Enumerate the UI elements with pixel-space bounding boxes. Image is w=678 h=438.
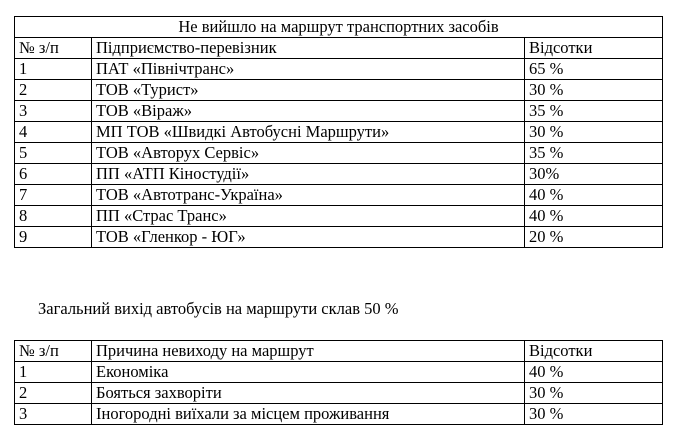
row-num: 1 [15,362,92,383]
row-percent: 30 % [525,80,663,101]
row-num: 5 [15,143,92,164]
row-company: ПП «АТП Кіностудії» [92,164,525,185]
row-reason: Економіка [92,362,525,383]
table-row [15,101,663,122]
row-company: ПАТ «Північтранс» [92,59,525,80]
row-percent: 30% [525,164,663,185]
table-row [15,404,663,425]
table-header-row [15,38,663,59]
row-num: 3 [15,404,92,425]
row-company: ТОВ «Віраж» [92,101,525,122]
table-row [15,227,663,248]
table-row [15,185,663,206]
row-num: 6 [15,164,92,185]
summary-text: Загальний вихід автобусів на маршрути склав 50 % [38,299,399,318]
row-company: ТОВ «Авторух Сервіс» [92,143,525,164]
row-percent: 40 % [525,185,663,206]
row-num: 1 [15,59,92,80]
table-title-row [15,17,663,38]
row-company: ТОВ «Гленкор - ЮГ» [92,227,525,248]
row-company: ТОВ «Автотранс-Україна» [92,185,525,206]
vehicles-table [14,16,663,248]
row-company: ТОВ «Турист» [92,80,525,101]
table-title: Не вийшло на маршрут транспортних засобів [15,17,663,38]
row-percent: 40 % [525,362,663,383]
reasons-table [14,340,663,425]
row-percent: 65 % [525,59,663,80]
table-row [15,164,663,185]
row-reason: Іногородні виїхали за місцем проживання [92,404,525,425]
row-percent: 30 % [525,122,663,143]
row-num: 9 [15,227,92,248]
header-percent: Відсотки [525,38,663,59]
row-num: 2 [15,80,92,101]
row-percent: 30 % [525,404,663,425]
row-num: 7 [15,185,92,206]
table-row [15,80,663,101]
table-row [15,143,663,164]
row-reason: Бояться захворіти [92,383,525,404]
table-row [15,383,663,404]
table-row [15,362,663,383]
row-percent: 40 % [525,206,663,227]
row-num: 4 [15,122,92,143]
row-percent: 20 % [525,227,663,248]
row-num: 8 [15,206,92,227]
row-num: 3 [15,101,92,122]
row-percent: 35 % [525,143,663,164]
table-row [15,59,663,80]
row-company: ПП «Страс Транс» [92,206,525,227]
header-reason: Причина невиходу на маршрут [92,341,525,362]
header-num: № з/п [15,38,92,59]
table-row [15,122,663,143]
header-num: № з/п [15,341,92,362]
table-header-row [15,341,663,362]
header-company: Підприємство-перевізник [92,38,525,59]
row-num: 2 [15,383,92,404]
table-row [15,206,663,227]
row-company: МП ТОВ «Швидкі Автобусні Маршрути» [92,122,525,143]
row-percent: 30 % [525,383,663,404]
row-percent: 35 % [525,101,663,122]
header-percent: Відсотки [525,341,663,362]
